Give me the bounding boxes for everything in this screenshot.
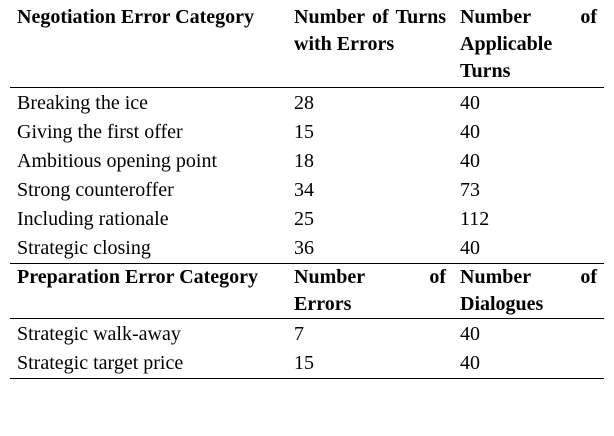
category-cell: Strong counteroffer <box>17 179 174 201</box>
category-cell: Including rationale <box>17 208 169 230</box>
error-category-table <box>10 2 604 379</box>
errors-cell: 15 <box>287 349 453 379</box>
table-row <box>10 205 604 234</box>
category-cell: Strategic closing <box>10 234 287 264</box>
table-row <box>10 319 604 350</box>
number-of-dialogues-header: Number of Dialogues <box>453 264 604 319</box>
applicable-cell: 40 <box>453 234 604 264</box>
negotiation-category-header: Negotiation Error Category <box>10 2 287 88</box>
errors-cell: 36 <box>287 234 453 264</box>
errors-cell: 34 <box>294 179 314 201</box>
applicable-cell: 40 <box>460 150 480 172</box>
errors-cell: 25 <box>294 208 314 230</box>
applicable-cell: 73 <box>460 179 480 201</box>
table-row <box>10 118 604 147</box>
applicable-cell: 112 <box>460 208 490 230</box>
table-row <box>10 147 604 176</box>
table-row <box>10 176 604 205</box>
preparation-category-header: Preparation Error Category <box>10 264 287 319</box>
category-cell: Strategic walk-away <box>17 323 181 345</box>
turns-with-errors-header: Number of Turns with Errors <box>287 2 453 88</box>
preparation-header-row <box>10 264 604 319</box>
category-cell: Ambitious opening point <box>17 150 217 172</box>
errors-cell: 18 <box>294 150 314 172</box>
category-cell: Giving the first offer <box>17 121 183 143</box>
errors-cell: 15 <box>294 121 314 143</box>
table-row <box>10 234 604 264</box>
negotiation-header-row <box>10 2 604 88</box>
applicable-cell: 40 <box>460 323 480 345</box>
table-row <box>10 88 604 119</box>
applicable-cell: 40 <box>460 121 480 143</box>
category-cell: Breaking the ice <box>17 92 149 114</box>
errors-cell: 28 <box>294 92 314 114</box>
table-row <box>10 349 604 379</box>
errors-cell: 7 <box>294 323 304 345</box>
category-cell: Strategic target price <box>10 349 287 379</box>
applicable-cell: 40 <box>460 92 480 114</box>
number-of-errors-header: Number of Errors <box>287 264 453 319</box>
applicable-cell: 40 <box>453 349 604 379</box>
applicable-turns-header: Number of Applicable Turns <box>453 2 604 88</box>
